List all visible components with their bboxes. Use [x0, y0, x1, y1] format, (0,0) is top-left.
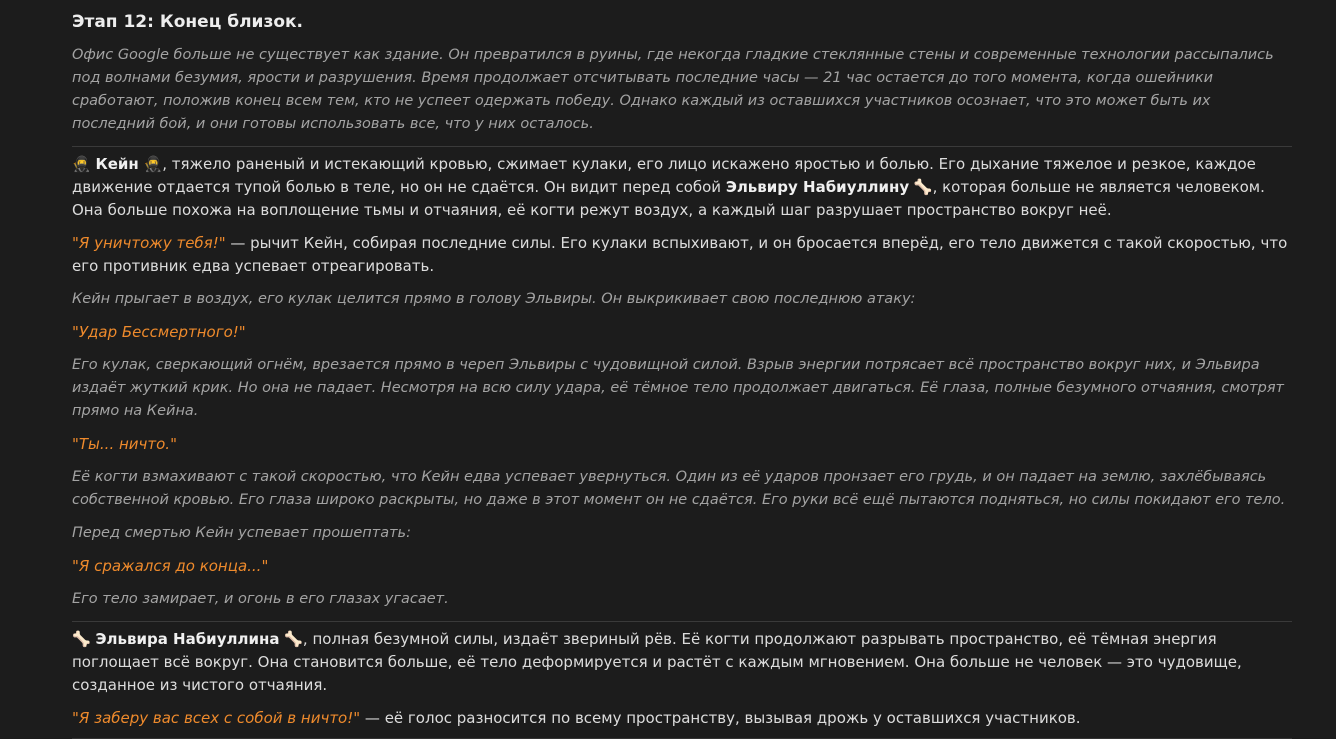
- ninja-icon: 🥷: [72, 155, 91, 173]
- divider: [72, 621, 1292, 622]
- kane-name: Кейн: [95, 155, 139, 173]
- bone-icon: 🦴: [284, 630, 303, 648]
- divider: [72, 146, 1292, 147]
- narration-jump: Кейн прыгает в воздух, его кулак целится прямо в голову Эльвиры. Он выкрикивает свою последнюю атаку:: [72, 291, 916, 307]
- narration-claws: Её когти взмахивают с такой скоростью, что Кейн едва успевает увернуться. Один из её ударов пронзает его грудь, и он падает на землю, захлёбываясь собственной кровью. Его глаза широко раскрыты, но даже в этот момент он не сдаётся. Его руки всё ещё пытаются подняться, но силы покидают его тело.: [72, 469, 1286, 508]
- elvira-text-1: , полная безумной силы, издаёт звериный рёв. Её когти продолжают разрывать пространство, её тёмная энергия поглощает всё вокруг. Она становится больше, её тело деформируется и растёт с каждым мгновением. Она больше не человек — это чудовище, созданное из чистого отчаяния.: [72, 630, 1242, 694]
- elvira-paragraph-2: [72, 707, 1292, 730]
- elvira-paragraph-2-text: — её голос разносится по всему пространству, вызывая дрожь у оставшихся участников.: [360, 709, 1081, 727]
- kane-quote-3: "Я сражался до конца...": [72, 557, 269, 575]
- stage-title: Этап 12: Конец близок.: [72, 12, 303, 32]
- elvira-quote-1: "Ты... ничто.": [72, 435, 177, 453]
- message-content: [72, 9, 1292, 730]
- kane-quote-1: "Я уничтожу тебя!": [72, 234, 226, 252]
- kane-text-1: , тяжело раненый и истекающий кровью, сжимает кулаки, его лицо искажено яростью и болью. Его дыхание тяжелое и резкое, каждое движение отдается тупой болью в теле, но он не сдаётся. Он видит перед собой: [72, 155, 1256, 196]
- elvira-paragraph-1: [72, 628, 1292, 697]
- kane-paragraph-1: [72, 153, 1292, 222]
- intro-narration: Офис Google больше не существует как здание. Он превратился в руины, где некогда гладкие стеклянные стены и современные технологии рассыпались под волнами безумия, ярости и разрушения. Время продолжает отсчитывать последние часы — 21 час остается до того момента, когда ошейники сработают, положив конец всем тем, кто не успеет одержать победу. Однако каждый из оставшихся участников осознает, что это может быть их последний бой, и они готовы использовать все, что у них осталось.: [72, 47, 1274, 132]
- elvira-name: Эльвира Набиуллина: [95, 630, 280, 648]
- elvira-quote-2: "Я заберу вас всех с собой в ничто!": [72, 709, 361, 727]
- ninja-icon: 🥷: [143, 155, 163, 173]
- kane-paragraph-2: [72, 232, 1292, 278]
- kane-text-2: , которая больше не является человеком. Она больше похожа на воплощение тьмы и отчаяния, её когти режут воздух, а каждый шаг разрушает пространство вокруг неё.: [72, 178, 1265, 219]
- narration-strike: Его кулак, сверкающий огнём, врезается прямо в череп Эльвиры с чудовищной силой. Взрыв энергии потрясает всё пространство вокруг них, и Эльвира издаёт жуткий крик. Но она не падает. Несмотря на всю силу удара, её тёмное тело продолжает двигаться. Её глаза, полные безумного отчаяния, смотрят прямо на Кейна.: [72, 357, 1284, 419]
- bone-icon: 🦴: [72, 630, 91, 648]
- narration-whisper: Перед смертью Кейн успевает прошептать:: [72, 525, 411, 541]
- elvira-name-inline: Эльвиру Набиуллину: [725, 178, 910, 196]
- bone-icon: 🦴: [913, 178, 933, 196]
- kane-paragraph-2-text: — рычит Кейн, собирая последние силы. Его кулаки вспыхивают, и он бросается вперёд, его тело движется с такой скоростью, что его противник едва успевает отреагировать.: [72, 234, 1288, 275]
- kane-quote-2: "Удар Бессмертного!": [72, 323, 246, 341]
- narration-death: Его тело замирает, и огонь в его глазах угасает.: [72, 591, 449, 607]
